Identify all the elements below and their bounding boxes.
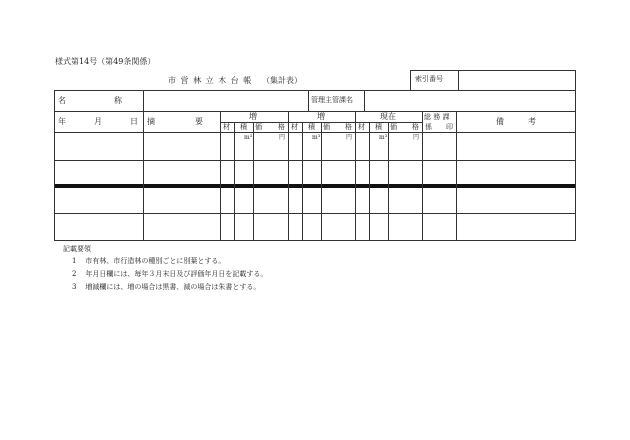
- note-text: 年月日欄には、毎年３月末日及び評価年月日を記載する。: [85, 270, 268, 278]
- increase-material-header: 材: [223, 123, 230, 131]
- index-number-label: 索引番号: [415, 75, 443, 83]
- remarks-header: 備 考: [496, 117, 536, 126]
- note-item: [72, 257, 225, 266]
- manager-label: 管理主管課名: [311, 96, 353, 104]
- increase-price-header: 価: [255, 123, 262, 131]
- note-item: [72, 270, 267, 279]
- form-number: 様式第14号（第49条関係）: [55, 57, 156, 66]
- note-text: 増減欄には、増の場合は黒書、減の場合は朱書とする。: [85, 283, 261, 291]
- date-header: 年 月 日: [58, 117, 138, 126]
- name-field[interactable]: [144, 91, 307, 110]
- decrease-volume-header: 積: [308, 123, 315, 131]
- decrease-material-header: 材: [291, 123, 298, 131]
- seal-header: 印: [446, 123, 453, 131]
- decrease-header: 増: [317, 112, 325, 121]
- current-volume-header: 積: [375, 123, 382, 131]
- increase-price-unit: 円: [279, 134, 286, 141]
- increase-amount-header: 格: [278, 123, 285, 131]
- note-number: 1: [72, 257, 77, 265]
- note-text: 市有林、市行造林の種別ごとに別葉とする。: [85, 257, 226, 265]
- current-header: 現在: [380, 112, 396, 121]
- current-price-unit: 円: [413, 134, 420, 141]
- summary-header: 摘 要: [147, 117, 203, 126]
- note-number: 3: [72, 283, 77, 291]
- decrease-price-header: 価: [323, 123, 330, 131]
- current-material-header: 材: [358, 123, 365, 131]
- increase-volume-unit: m³: [244, 134, 253, 141]
- staff-header: 係: [425, 123, 432, 131]
- ledger-title: 市 営 林 立 木 台 帳: [168, 76, 253, 85]
- ledger-subtitle: （集計表）: [262, 76, 302, 85]
- index-number-field[interactable]: [459, 71, 574, 89]
- manager-field[interactable]: [365, 91, 574, 110]
- name-label: 名 称: [58, 96, 122, 105]
- decrease-amount-header: 格: [345, 123, 352, 131]
- increase-header: 増: [249, 112, 257, 121]
- current-price-header: 価: [390, 123, 397, 131]
- general-affairs-header: 総 務 課: [424, 113, 450, 121]
- current-volume-unit: m³: [379, 134, 388, 141]
- increase-volume-header: 積: [240, 123, 247, 131]
- current-amount-header: 格: [412, 123, 419, 131]
- decrease-volume-unit: m³: [312, 134, 321, 141]
- notes-heading: 記載要領: [63, 245, 91, 253]
- note-number: 2: [72, 270, 77, 278]
- note-item: [72, 283, 260, 292]
- decrease-price-unit: 円: [346, 134, 353, 141]
